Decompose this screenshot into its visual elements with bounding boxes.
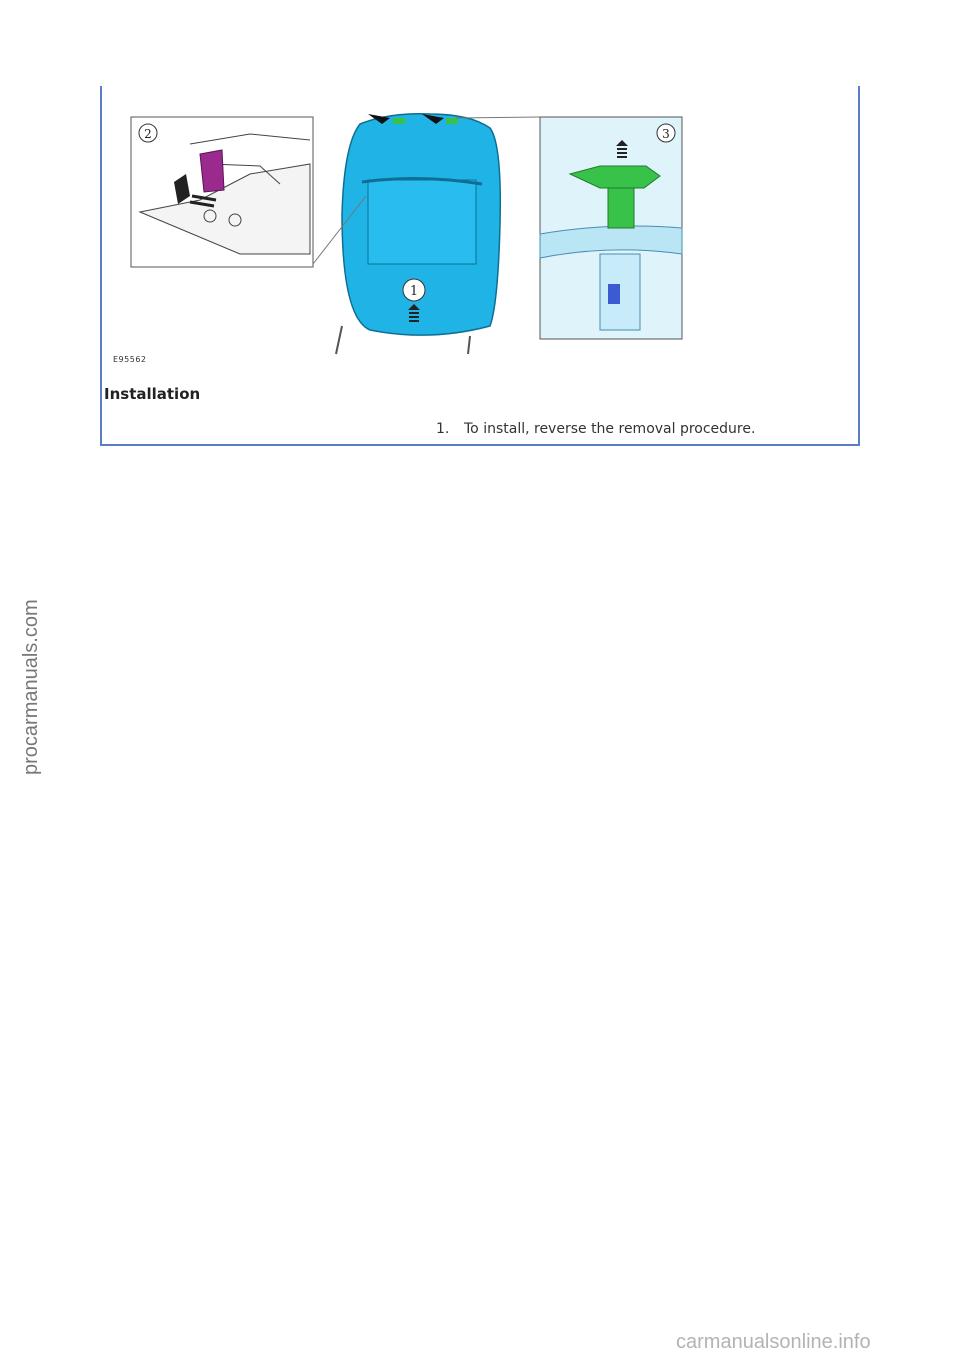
step-1 [436,421,755,437]
inset-3 [540,117,682,339]
callout-3: 3 [662,127,670,141]
backrest [313,114,540,354]
step-text: To install, reverse the removal procedure. [464,421,756,437]
figure-code: E95562 [113,355,147,364]
callout-2: 2 [144,127,152,141]
bottom-watermark: carmanualsonline.info [676,1331,871,1353]
section-title: Installation [104,385,201,403]
seat-backrest-illustration [130,104,690,372]
step-number: 1. [436,421,450,437]
side-watermark: procarmanuals.com [20,599,42,775]
callout-1: 1 [409,284,419,299]
inset-2 [131,117,313,267]
